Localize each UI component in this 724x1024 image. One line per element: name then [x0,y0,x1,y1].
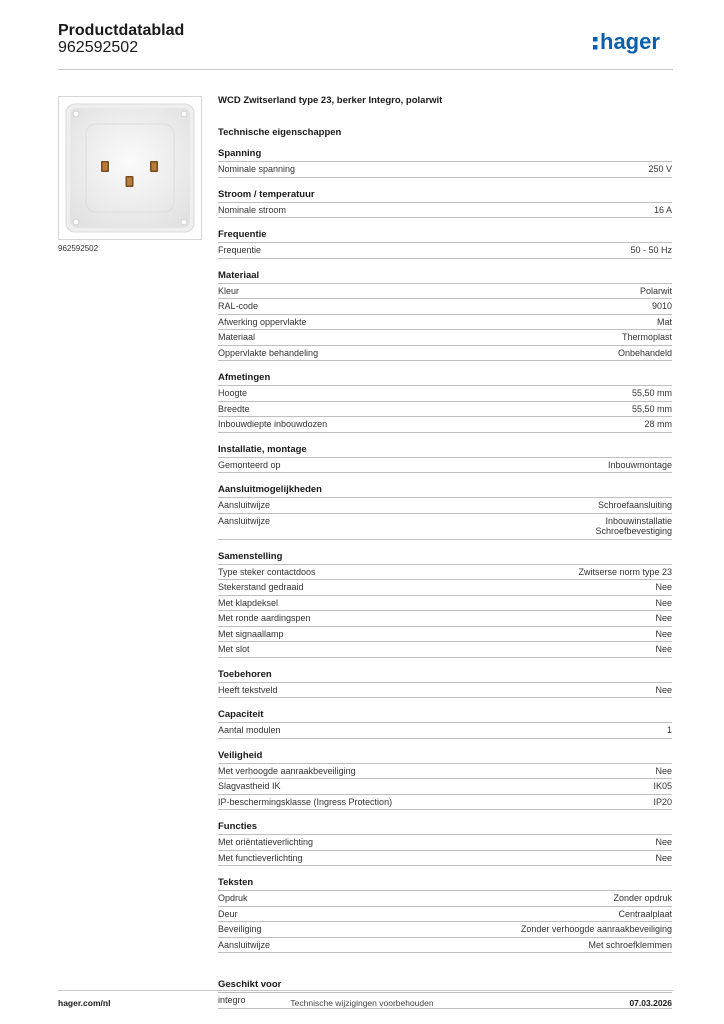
spec-label: Inbouwdiepte inbouwdozen [218,419,328,429]
section-title: Installatie, montage [218,444,672,458]
spec-row [218,779,672,795]
spec-section [218,821,672,866]
spec-row [218,580,672,596]
hager-logo[interactable] [592,28,674,56]
spec-row [218,330,672,346]
spec-row [218,891,672,907]
spec-label: IP-beschermingsklasse (Ingress Protection) [218,796,393,807]
spec-value: 9010 [651,301,672,311]
spec-label: Breedte [218,403,250,414]
section-title: Capaciteit [218,709,672,723]
spec-label: Stekerstand gedraaid [218,582,304,592]
section-title: Functies [218,821,672,835]
footer-date: 07.03.2026 [629,998,672,1008]
spec-row [218,611,672,627]
spec-label: Gemonteerd op [218,459,281,470]
spec-label: Nominale stroom [218,204,287,215]
spec-row [218,514,672,540]
section-title: Teksten [218,877,672,891]
spec-label: integro [218,995,246,1005]
spec-value: Nee [655,597,672,608]
spec-row [218,683,672,699]
spec-section [218,669,672,699]
spec-value: Met schroefklemmen [588,939,672,950]
spec-label: Hoogte [218,388,248,398]
spec-value: Nee [655,837,672,847]
logo-text: hager [600,29,660,54]
spec-label: Slagvastheid IK [218,781,281,791]
spec-value: IP20 [653,796,672,807]
section-title: Samenstelling [218,551,672,565]
section-title: Afmetingen [218,372,672,386]
swiss-socket-type23-image [59,97,201,239]
spec-value: 250 V [648,164,672,174]
spec-value: 50 - 50 Hz [630,245,672,255]
spec-label: Type steker contactdoos [218,566,316,577]
spec-section [218,148,672,178]
spec-row [218,386,672,402]
spec-value: 55,50 mm [631,403,672,414]
spec-value: Polarwit [639,285,672,296]
spec-value: 55,50 mm [631,388,672,398]
section-title: Frequentie [218,229,672,243]
spec-row [218,938,672,954]
article-number: 962592502 [58,39,139,56]
spec-row [218,851,672,867]
spec-value: Onbehandeld [617,347,672,358]
spec-label: Deur [218,908,238,919]
spec-row [218,907,672,923]
product-image [58,96,202,240]
spec-row [218,565,672,581]
spec-section [218,270,672,362]
spec-label: RAL-code [218,301,259,311]
spec-label: Afwerking oppervlakte [218,316,307,327]
spec-section [218,709,672,739]
spec-value: 1 [666,725,672,735]
spec-column [218,95,672,1020]
spec-row [218,627,672,643]
spec-row [218,243,672,259]
image-caption-code: 962592502 [58,244,99,253]
spec-label: Frequentie [218,245,262,255]
spec-row [218,203,672,219]
product-name: WCD Zwitserland type 23, berker Integro, polarwit [218,95,443,106]
spec-label: Opdruk [218,893,248,903]
spec-label: Heeft tekstveld [218,684,278,695]
footer-divider [58,990,673,991]
spec-section [218,484,672,540]
spec-value: IK05 [653,781,672,791]
spec-section [218,877,672,953]
spec-value: Zonder opdruk [613,893,672,903]
spec-label: Beveiliging [218,924,262,934]
spec-row [218,346,672,362]
spec-value: Mat [656,316,672,327]
spec-row [218,315,672,331]
spec-value: Zwitserse norm type 23 [578,566,672,577]
spec-label: Met klapdeksel [218,597,279,608]
spec-row [218,498,672,514]
spec-section [218,551,672,658]
page-title: Productdatablad [58,22,185,39]
header-divider [58,69,673,70]
spec-label: Aantal modulen [218,725,281,735]
footer-website-link[interactable]: hager.com/nl [58,998,111,1008]
spec-label: Aansluitwijze [218,515,271,526]
section-title: Stroom / temperatuur [218,189,672,203]
spec-value: Nee [655,852,672,863]
spec-value: Inbouwinstallatie Schroefbevestiging [595,515,672,536]
spec-label: Nominale spanning [218,164,296,174]
spec-section [218,372,672,433]
spec-label: Kleur [218,285,240,296]
spec-value: Nee [655,684,672,695]
spec-row [218,835,672,851]
spec-label: Aansluitwijze [218,939,271,950]
spec-value: 28 mm [644,419,672,429]
spec-row [218,402,672,418]
spec-label: Met ronde aardingspen [218,613,311,623]
colon-dot-icon [593,37,598,42]
spec-label: Oppervlakte behandeling [218,347,319,358]
spec-value: Zonder verhoogde aanraakbeveiliging [520,924,672,934]
spec-row [218,284,672,300]
spec-sections [218,148,672,1009]
spec-section [218,229,672,259]
tech-heading: Technische eigenschappen [218,127,342,138]
spec-label: Materiaal [218,332,256,342]
spec-value: Centraalplaat [618,908,672,919]
section-title: Toebehoren [218,669,672,683]
spec-row [218,764,672,780]
spec-value: 16 A [653,204,672,215]
spec-section [218,189,672,219]
spec-value: Inbouwmontage [607,459,672,470]
spec-row [218,795,672,811]
spec-row [218,922,672,938]
spec-row [218,642,672,658]
spec-label: Met verhoogde aanraakbeveiliging [218,765,356,776]
spec-value: Nee [655,582,672,592]
spec-row [218,596,672,612]
spec-value: Nee [655,613,672,623]
spec-value: Nee [655,765,672,776]
spec-value: Thermoplast [621,332,672,342]
spec-row [218,723,672,739]
spec-section [218,750,672,811]
spec-row [218,162,672,178]
section-title: Geschikt voor [218,979,672,993]
section-title: Materiaal [218,270,672,284]
spec-section [218,444,672,474]
section-title: Spanning [218,148,672,162]
spec-label: Met signaallamp [218,628,284,639]
spec-label: Met oriëntatieverlichting [218,837,314,847]
spec-value: Nee [655,628,672,639]
spec-row [218,299,672,315]
footer-disclaimer: Technische wijzigingen voorbehouden [290,998,434,1008]
spec-value: Nee [655,644,672,654]
spec-label: Met functieverlichting [218,852,303,863]
section-title: Aansluitmogelijkheden [218,484,672,498]
section-title: Veiligheid [218,750,672,764]
spec-label: Met slot [218,644,250,654]
spec-label: Aansluitwijze [218,500,271,510]
spec-row [218,417,672,433]
spec-row [218,458,672,474]
spec-value: Schroefaansluiting [597,500,672,510]
